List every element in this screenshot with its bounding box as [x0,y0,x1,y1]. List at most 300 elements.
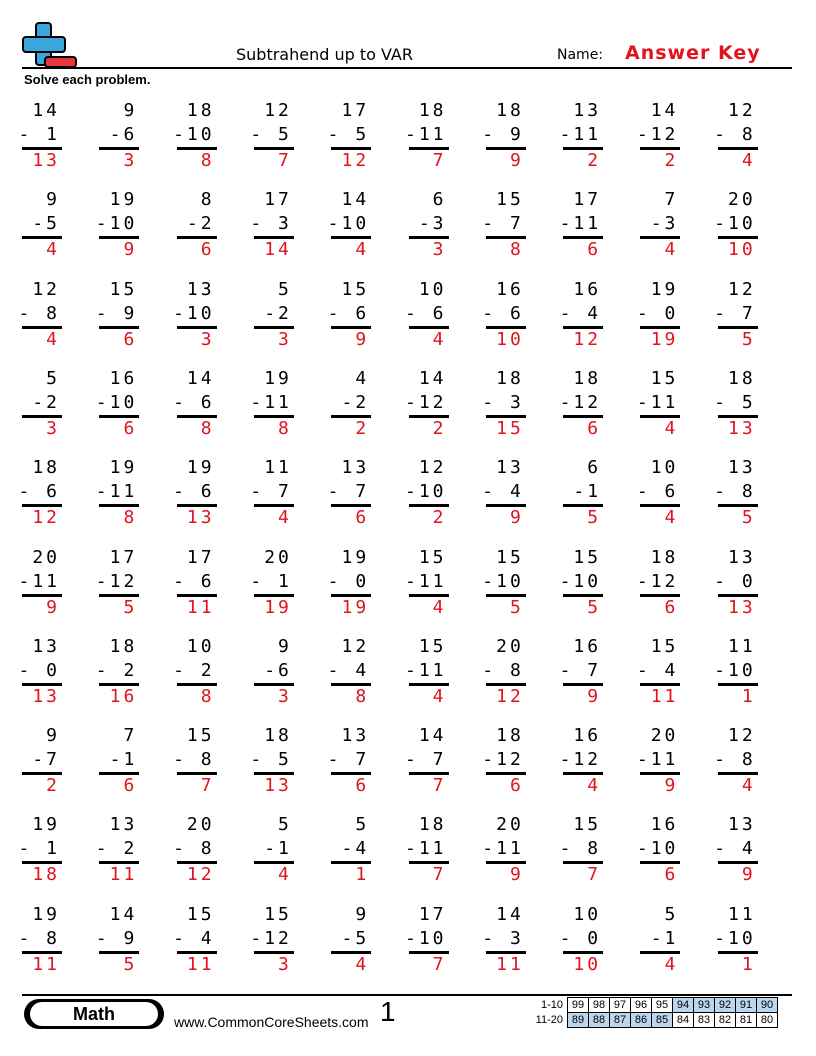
problem-subtrahend: -5 [32,213,60,235]
problem-answer: 3 [278,685,292,707]
problem-answer: 5 [587,596,602,618]
problem-bar [331,415,371,418]
instructions: Solve each problem. [24,72,151,87]
score-cell: 89 [568,1013,589,1028]
problem [482,725,550,797]
problem-bar [177,415,217,418]
problem-subtrahend: - 4 [173,927,215,949]
problem [99,100,163,172]
problem-minuend: 14 [650,100,679,121]
problem [559,367,627,440]
problem-answer: 6 [200,239,215,261]
problem-subtrahend: -2 [264,302,292,324]
problem-bar [563,326,603,329]
problem-subtrahend: -10 [714,659,756,681]
problem-answer: 9 [355,328,370,350]
problem-subtrahend: - 3 [482,927,524,949]
problem-bar [640,236,680,239]
problem-answer: 13 [32,150,60,171]
problem-minuend: 7 [664,189,679,211]
problem-subtrahend: -10 [327,213,370,235]
problem [559,278,627,351]
problem-subtrahend: -11 [404,659,447,681]
website-url: www.CommonCoreSheets.com [174,1014,369,1030]
problem-bar [331,594,371,597]
problem-answer: 12 [573,328,602,350]
problem [559,100,627,172]
score-cell: 81 [736,1013,757,1028]
problem-answer: 2 [587,150,602,171]
problem-bar [486,683,526,686]
problem [95,457,163,529]
problem [482,278,550,351]
problem-bar [177,326,217,329]
problem-bar [486,236,526,239]
problem-answer: 8 [200,150,215,171]
problem-answer: 3 [200,328,215,350]
problem-minuend: 16 [109,367,138,389]
problem-answer: 4 [664,239,679,261]
problem-bar [177,594,217,597]
problem [404,635,473,708]
problem-answer: 7 [200,775,215,797]
problem-answer: 2 [664,150,679,171]
problem-subtrahend: - 6 [482,302,524,324]
problem [327,100,395,172]
problem-minuend: 13 [573,100,602,121]
problem-bar [409,594,449,597]
problem-subtrahend: - 5 [250,124,292,145]
problem [636,635,704,708]
score-cell: 86 [631,1013,652,1028]
problem-bar [486,147,526,150]
problem-subtrahend: - 7 [250,481,292,503]
problem-answer: 9 [509,507,524,529]
problem-answer: 6 [123,775,138,797]
problem-bar [563,236,603,239]
problem [482,100,550,172]
problem-answer: 8 [200,417,215,439]
problem [714,457,782,529]
score-cell: 96 [631,998,652,1013]
problem-subtrahend: -10 [173,302,215,324]
problem [173,367,241,440]
problem-answer: 4 [432,596,447,618]
problem-bar [486,951,526,954]
score-cell: 98 [589,998,610,1013]
problem-subtrahend: - 7 [714,302,756,324]
problem-bar [22,236,62,239]
problem [22,725,86,797]
problem-bar [177,683,217,686]
problem-bar [331,951,371,954]
problem [327,457,395,529]
problem [95,189,163,261]
problem-bar [718,326,758,329]
problem-minuend: 14 [418,367,447,389]
score-row [523,1013,778,1028]
problem-bar [409,415,449,418]
problem-answer: 6 [587,417,602,439]
problem [559,903,627,976]
answer-key-label: Answer Key [625,42,761,64]
problem-minuend: 12 [32,278,60,300]
problem-bar [486,861,526,864]
problem-minuend: 18 [650,546,679,568]
problem [22,189,86,261]
problem-answer: 11 [496,953,524,975]
problem-answer: 4 [432,685,447,707]
problem-subtrahend: -12 [95,570,138,592]
problem-subtrahend: -12 [559,391,602,413]
problem-answer: 10 [728,239,756,261]
problem-minuend: 15 [418,635,447,657]
problem [18,635,86,708]
problem-bar [486,594,526,597]
score-cell: 84 [673,1013,694,1028]
problem-subtrahend: -2 [32,391,60,413]
score-row-label: 11-20 [535,1014,563,1026]
problem-answer: 13 [728,417,756,439]
problem-subtrahend: - 7 [404,749,447,771]
problem-minuend: 5 [664,903,679,925]
problem-bar [563,683,603,686]
problem [482,457,550,529]
problem-subtrahend: -10 [95,213,138,235]
problem-subtrahend: - 8 [173,749,215,771]
problem-answer: 3 [278,953,292,975]
problem-subtrahend: -10 [636,838,679,860]
problem-answer: 9 [664,775,679,797]
problem-subtrahend: - 6 [636,481,679,503]
problem-minuend: 10 [418,278,447,300]
problem [409,189,473,261]
problem [636,725,704,797]
problem-subtrahend: - 4 [482,481,524,503]
score-cell: 93 [694,998,715,1013]
problem-subtrahend: - 6 [173,570,215,592]
score-table [523,997,778,1028]
problem-bar [22,594,62,597]
problem-answer: 10 [573,953,602,975]
problem-answer: 6 [123,328,138,350]
problem-answer: 4 [355,239,370,261]
problem-subtrahend: - 6 [173,391,215,413]
problem-bar [254,147,294,150]
problem-bar [254,326,294,329]
problem-bar [640,415,680,418]
problem-answer: 11 [186,596,215,618]
problem-bar [409,326,449,329]
problem-bar [563,861,603,864]
problem-subtrahend: -1 [264,838,292,860]
problem [559,814,627,886]
problem [636,814,704,886]
problem [636,100,704,172]
problem-minuend: 15 [573,814,602,836]
problem-subtrahend: - 1 [18,838,60,860]
problem-answer: 4 [355,953,370,975]
problem-minuend: 18 [496,100,524,121]
problem-subtrahend: - 0 [559,927,602,949]
problem-minuend: 17 [264,189,292,211]
problem-bar [563,772,603,775]
problem [254,279,318,351]
problem-answer: 5 [741,507,756,529]
problem-answer: 2 [46,775,60,797]
problem-subtrahend: -2 [186,213,215,235]
problem-bar [22,326,62,329]
problem-minuend: 10 [650,457,679,479]
problem-subtrahend: -6 [264,659,292,681]
problem-bar [331,683,371,686]
problem-minuend: 16 [573,635,602,657]
problem [99,725,163,797]
problem-subtrahend: -12 [482,749,524,771]
problem-bar [99,504,139,507]
problem-minuend: 9 [46,725,60,747]
problem-minuend: 15 [650,367,679,389]
problem-subtrahend: -11 [559,124,602,145]
problem-bar [99,772,139,775]
problem-subtrahend: - 6 [404,302,447,324]
problem-bar [254,772,294,775]
problem [95,814,163,886]
problem [331,368,395,440]
problem-answer: 11 [186,953,215,975]
problem [404,546,473,619]
problem [250,100,318,172]
problem [714,189,782,261]
problem-answer: 12 [186,864,215,886]
problem-bar [22,504,62,507]
problem-minuend: 12 [418,457,447,479]
problem-minuend: 6 [587,457,602,479]
problem-bar [177,951,217,954]
problem [173,546,241,619]
problem-minuend: 6 [432,189,447,211]
problem-minuend: 19 [341,546,370,568]
problem-answer: 11 [109,864,138,886]
problem-answer: 4 [46,239,60,261]
problem-minuend: 13 [496,457,524,479]
problem [173,457,241,529]
problem-answer: 7 [587,864,602,886]
problem-minuend: 12 [264,100,292,121]
score-cell: 80 [757,1013,778,1028]
problem-bar [22,861,62,864]
problem [173,903,241,976]
score-cell: 83 [694,1013,715,1028]
problem [482,189,550,261]
score-row [523,998,778,1013]
problem-minuend: 13 [728,546,756,568]
problem-subtrahend: -10 [404,481,447,503]
problem [636,457,704,529]
problem-minuend: 19 [109,189,138,211]
problem-subtrahend: -10 [714,927,756,949]
problem-subtrahend: -2 [341,391,370,413]
problem-minuend: 11 [264,457,292,479]
problem-bar [99,326,139,329]
problem [331,814,395,886]
problem-minuend: 15 [418,546,447,568]
problem-answer: 5 [123,596,138,618]
problem [714,546,782,619]
problem-answer: 4 [278,507,292,529]
problem-bar [718,861,758,864]
problem-subtrahend: -1 [573,481,602,503]
problem-subtrahend: - 9 [95,302,138,324]
problem-bar [99,951,139,954]
problem-minuend: 18 [496,725,524,747]
problem-minuend: 15 [186,903,215,925]
problem-minuend: 18 [728,367,756,389]
problem-answer: 12 [32,507,60,529]
problem [636,367,704,440]
problem-answer: 19 [650,328,679,350]
problem-bar [563,594,603,597]
problem-minuend: 15 [186,725,215,747]
problem-bar [486,326,526,329]
problem-answer: 7 [432,150,447,171]
problem-bar [718,236,758,239]
score-cell: 99 [568,998,589,1013]
problem-answer: 6 [664,864,679,886]
problem-subtrahend: - 8 [18,927,60,949]
problem-minuend: 7 [123,725,138,747]
problem-answer: 6 [587,239,602,261]
problem-subtrahend: -3 [418,213,447,235]
problem-minuend: 20 [650,725,679,747]
problem [95,903,163,976]
problem-answer: 4 [664,507,679,529]
problem-minuend: 18 [496,367,524,389]
problem-minuend: 15 [341,278,370,300]
problem-minuend: 13 [341,457,370,479]
problem-answer: 12 [496,685,524,707]
problem-subtrahend: -12 [404,391,447,413]
problem-answer: 13 [264,775,292,797]
problem-bar [563,147,603,150]
problem-answer: 5 [509,596,524,618]
problem-answer: 8 [123,507,138,529]
problem-minuend: 17 [341,100,370,121]
subject-label: Math [30,1002,158,1026]
problem-minuend: 10 [186,635,215,657]
problem-bar [254,504,294,507]
problem-bar [718,683,758,686]
problem-bar [22,683,62,686]
problem-minuend: 5 [355,814,370,836]
problem-bar [640,326,680,329]
problem-minuend: 9 [355,903,370,925]
problem-subtrahend: -10 [559,570,602,592]
problem-minuend: 15 [573,546,602,568]
problem-subtrahend: -11 [250,391,292,413]
problem [404,725,473,797]
problem [250,903,318,976]
problem-answer: 19 [264,596,292,618]
problem [327,635,395,708]
problem [482,903,550,976]
problem-answer: 6 [355,775,370,797]
problem-minuend: 17 [186,546,215,568]
problem-minuend: 14 [496,903,524,925]
problem-subtrahend: - 8 [714,481,756,503]
problem [404,903,473,976]
problem [250,546,318,619]
problem-subtrahend: -7 [32,749,60,771]
problem-subtrahend: -11 [404,570,447,592]
problem [714,278,782,351]
problem-subtrahend: -10 [714,213,756,235]
problem-answer: 13 [186,507,215,529]
problem-minuend: 18 [32,457,60,479]
problem-bar [563,951,603,954]
problem-subtrahend: - 3 [482,391,524,413]
problem-subtrahend: -12 [636,124,679,145]
problem-bar [254,951,294,954]
problem [95,546,163,619]
problem [714,367,782,440]
problem-minuend: 20 [496,814,524,836]
problem-answer: 5 [741,328,756,350]
problem-minuend: 18 [418,814,447,836]
problem-bar [254,236,294,239]
subject-badge [24,999,164,1029]
problem-subtrahend: -10 [482,570,524,592]
problem-bar [563,415,603,418]
problem-subtrahend: - 0 [714,570,756,592]
problem-minuend: 14 [418,725,447,747]
problem-subtrahend: -11 [482,838,524,860]
problem-minuend: 17 [573,189,602,211]
problem [95,278,163,351]
problem-answer: 2 [355,417,370,439]
problem [18,278,86,351]
problem-answer: 11 [650,685,679,707]
problem-minuend: 16 [496,278,524,300]
problem-minuend: 13 [109,814,138,836]
problem-subtrahend: - 4 [636,659,679,681]
problem-subtrahend: - 6 [327,302,370,324]
problem-minuend: 5 [278,814,292,836]
problem [636,278,704,351]
score-cell: 95 [652,998,673,1013]
problem-minuend: 5 [46,367,60,389]
problem-answer: 15 [496,417,524,439]
problem [95,367,163,440]
problem-answer: 7 [432,775,447,797]
problem-bar [563,504,603,507]
problem-answer: 9 [123,239,138,261]
problem-minuend: 16 [573,725,602,747]
problem-subtrahend: - 8 [173,838,215,860]
problem [404,457,473,529]
problem-answer: 1 [741,953,756,975]
problem-subtrahend: -1 [650,927,679,949]
problem [714,903,782,976]
problem-bar [331,504,371,507]
problem-minuend: 20 [264,546,292,568]
problem-answer: 18 [32,864,60,886]
problem-answer: 3 [278,328,292,350]
problem-bar [177,861,217,864]
problem-minuend: 12 [728,100,756,121]
problem [177,189,241,261]
problem-bar [331,861,371,864]
